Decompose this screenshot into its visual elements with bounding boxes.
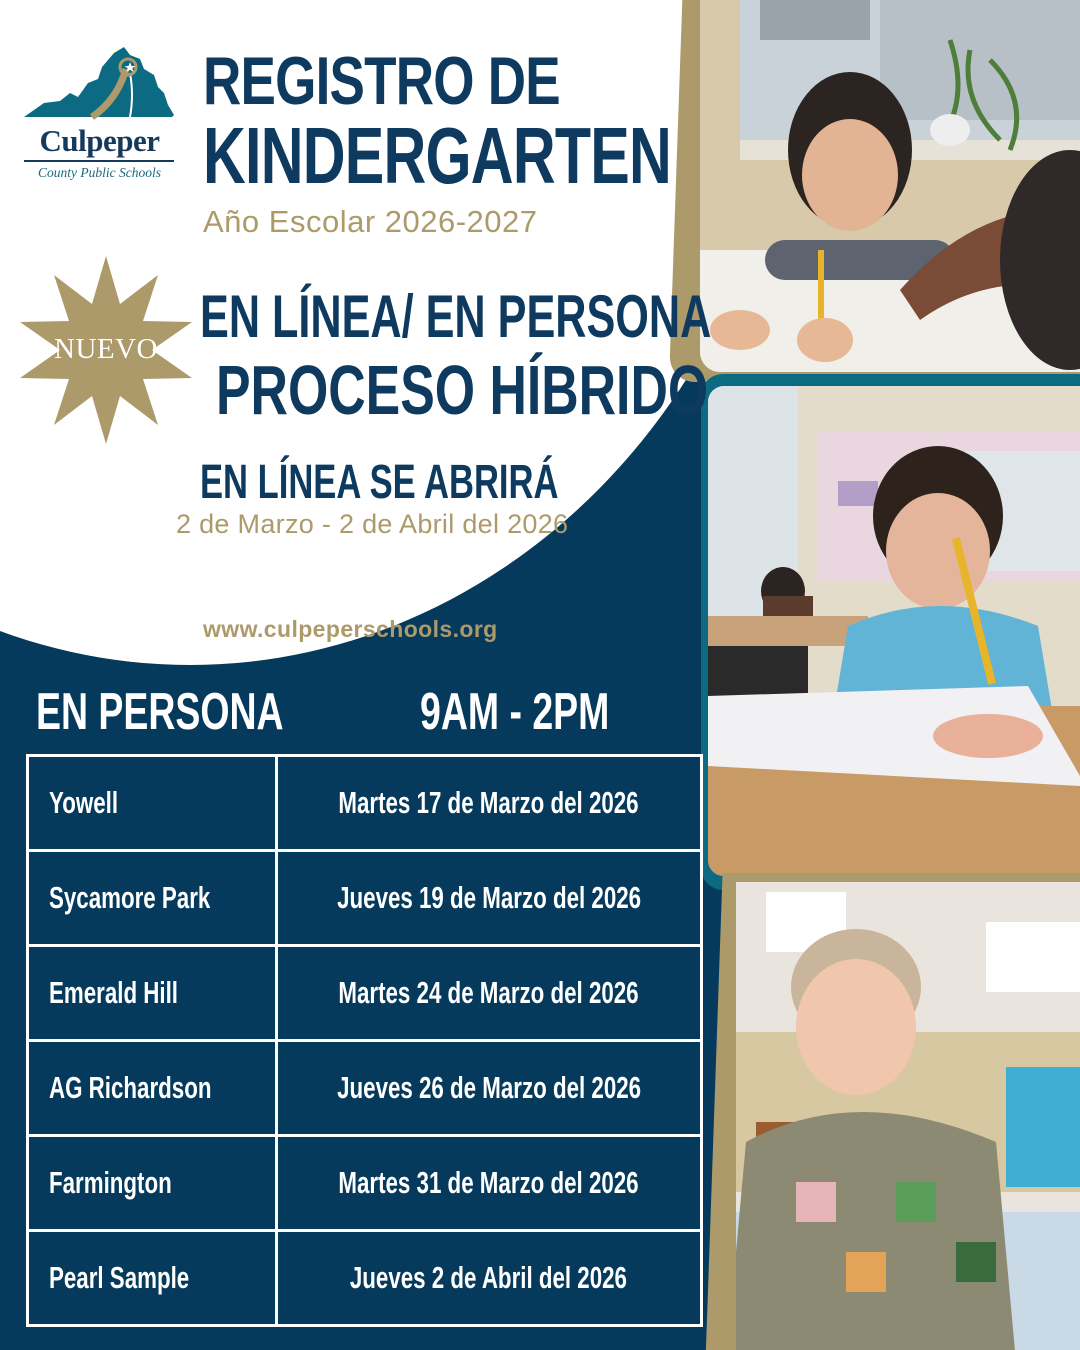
logo-name: Culpeper <box>39 123 160 158</box>
photo-boy-tracing-hand <box>708 386 1080 876</box>
table-row <box>28 1041 702 1136</box>
virginia-map-icon <box>22 45 177 125</box>
badge-label-new: NUEVO <box>54 333 158 365</box>
school-cell: Yowell <box>28 756 277 851</box>
school-cell: Sycamore Park <box>28 851 277 946</box>
online-dates: 2 de Marzo - 2 de Abril del 2026 <box>176 509 569 539</box>
table-row <box>28 946 702 1041</box>
school-cell: Emerald Hill <box>28 946 277 1041</box>
logo-divider <box>24 160 174 162</box>
title-line-1: REGISTRO DE <box>203 43 560 119</box>
school-year: Año Escolar 2026-2027 <box>203 204 538 239</box>
table-row <box>28 851 702 946</box>
online-opens-label: EN LÍNEA SE ABRIRÁ <box>200 456 559 509</box>
date-cell: Martes 24 de Marzo del 2026 <box>276 946 701 1041</box>
registration-mode: EN LÍNEA/ EN PERSONA <box>200 283 712 350</box>
date-cell: Jueves 26 de Marzo del 2026 <box>276 1041 701 1136</box>
date-cell: Martes 31 de Marzo del 2026 <box>276 1136 701 1231</box>
table-row <box>28 1136 702 1231</box>
culpeper-logo <box>22 45 177 185</box>
table-row <box>28 756 702 851</box>
school-cell: Pearl Sample <box>28 1231 277 1326</box>
school-cell: AG Richardson <box>28 1041 277 1136</box>
in-person-hours: 9AM - 2PM <box>420 683 610 741</box>
photo-boy-minecraft-sweatshirt <box>736 882 1080 1350</box>
in-person-schedule-table <box>26 754 703 1327</box>
logo-subtitle: County Public Schools <box>38 165 161 180</box>
school-cell: Farmington <box>28 1136 277 1231</box>
table-row <box>28 1231 702 1326</box>
photo-girl-writing <box>700 0 1080 372</box>
website-link[interactable]: www.culpeperschools.org <box>203 616 498 642</box>
date-cell: Jueves 2 de Abril del 2026 <box>276 1231 701 1326</box>
hybrid-process-label: PROCESO HÍBRIDO <box>216 351 709 429</box>
date-cell: Jueves 19 de Marzo del 2026 <box>276 851 701 946</box>
date-cell: Martes 17 de Marzo del 2026 <box>276 756 701 851</box>
title-line-2: KINDERGARTEN <box>203 111 672 200</box>
in-person-label: EN PERSONA <box>36 683 284 741</box>
